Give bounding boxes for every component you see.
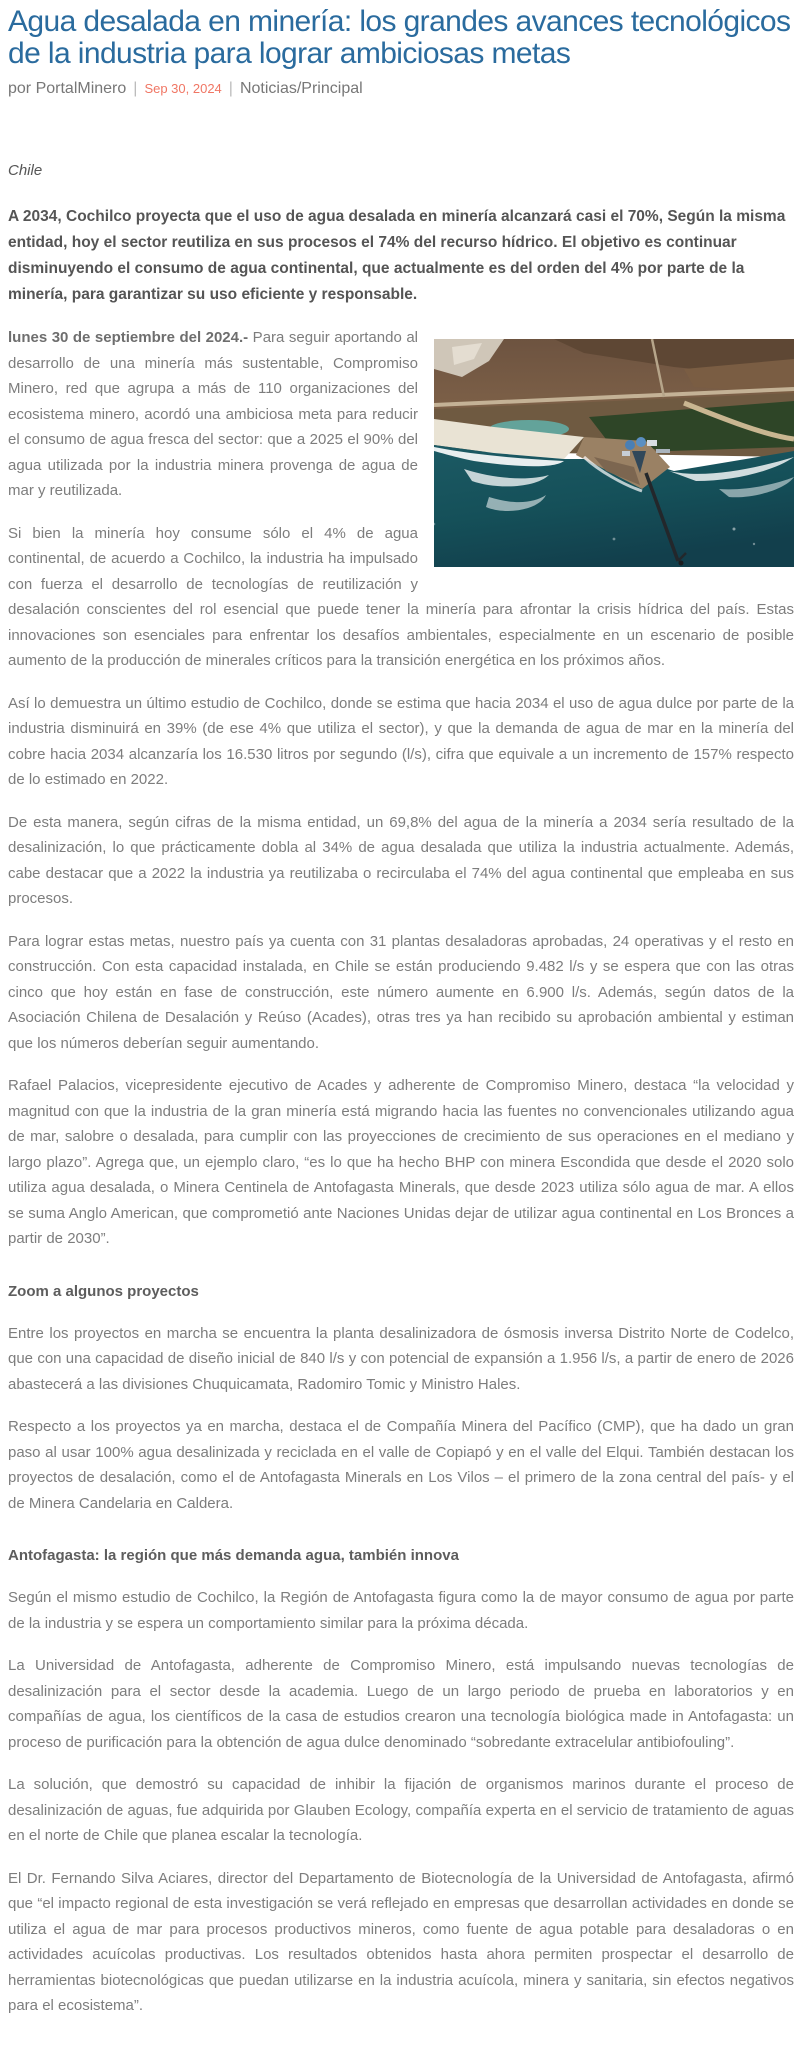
paragraph: Si bien la minería hoy consume sólo el 4% de agua continental, de acuerdo a Cochilco, la industria ha impulsado con fuerza el desarrollo de tecnologías de reutilización y desalación conscientes del rol esencial que puede tener la minería para afrontar la crisis hídrica del país. Estas innovaciones son esenciales para enfrentar los desafíos ambientales, especialmente en un escenario de posible aumento de la producción de minerales críticos para la transición energética en los próximos años. <box>8 524 794 669</box>
byline-date: Sep 30, 2024 <box>144 81 222 96</box>
dateline-bold: lunes 30 de septiembre del 2024.- <box>8 329 249 346</box>
article-location: Chile <box>8 162 43 179</box>
byline-separator: | <box>133 80 138 97</box>
paragraph: La Universidad de Antofagasta, adherente de Compromiso Minero, está impulsando nuevas tecnologías de desalinización para el sector desde la academia. Luego de un largo periodo de prueba en laboratorios y en compañías de agua, los científicos de la casa de estudios crearon una tecnología biológica made in Antofagasta: un proceso de purificación para la obtención de agua dulce denominado “sobredante extracelular antibiofouling”. <box>8 1657 794 1751</box>
paragraph: Según el mismo estudio de Cochilco, la Región de Antofagasta figura como la de mayor consumo de agua por parte de la industria y se espera un comportamiento similar para la próxima década. <box>8 1589 794 1632</box>
paragraph: Así lo demuestra un último estudio de Cochilco, donde se estima que hacia 2034 el uso de agua dulce por parte de la industria disminuirá en 39% (de ese 4% que utiliza el sector), y que la demanda de agua de mar en la minería del cobre hacia 2034 alcanzaría los 16.530 litros por segundo (l/s), cifra que equivale a un incremento de 157% respecto de lo estimado en 2022. <box>8 694 794 788</box>
paragraph: Respecto a los proyectos ya en marcha, destaca el de Compañía Minera del Pacífico (CMP), que ha dado un gran paso al usar 100% agua desalinizada y reciclada en el valle de Copiapó y en el valle del Elqui. También destacan los proyectos de desalación, como el de Antofagasta Minerals en Los Vilos – el primero de la zona central del país- y el de Minera Candelaria en Caldera. <box>8 1418 794 1512</box>
byline-category-link[interactable]: Noticias/Principal <box>239 80 363 97</box>
section-heading-proyectos: Zoom a algunos proyectos <box>8 1282 199 1300</box>
article-body <box>8 325 794 2019</box>
article-image <box>434 339 794 567</box>
paragraph: El Dr. Fernando Silva Aciares, director del Departamento de Biotecnología de la Universidad de Antofagasta, afirmó que “el impacto regional de esta investigación se verá reflejado en empresas que desarrollan actividades en donde se utiliza el agua de mar para procesos productivos mineros, como fuente de agua potable para desaladoras o en actividades acuícolas productivas. Los resultados obtenidos hasta ahora permiten prospectar el desarrollo de herramientas biotecnológicas que puedan utilizarse en la industria acuícola, minera y sanitaria, sin efectos negativos para el ecosistema”. <box>8 1869 794 2014</box>
byline-author-link[interactable]: PortalMinero <box>35 80 127 97</box>
paragraph: De esta manera, según cifras de la misma entidad, un 69,8% del agua de la minería a 2034 sería resultado de la desalinización, lo que prácticamente dobla al 34% de agua desalada que utiliza la industria actualmente. Además, cabe destacar que a 2022 la industria ya reutilizaba o recirculaba el 74% del agua continental que empleaba en sus procesos. <box>8 813 794 907</box>
section-heading-antofagasta: Antofagasta: la región que más demanda agua, también innova <box>8 1547 459 1564</box>
byline-separator: | <box>228 80 233 97</box>
byline-prefix: por <box>8 80 32 97</box>
byline <box>8 80 794 98</box>
paragraph: Para lograr estas metas, nuestro país ya cuenta con 31 plantas desaladoras aprobadas, 24 operativas y el resto en construcción. Con esta capacidad instalada, en Chile se están produciendo 9.482 l/s y se espera que con las otras cinco que hoy están en fase de construcción, este número aumente en 6.900 l/s. Además, según datos de la Asociación Chilena de Desalación y Reúso (Acades), otras tres ya han recibido su aprobación ambiental y estiman que los números deberían seguir aumentando. <box>8 932 794 1052</box>
dateline-text: Para seguir aportando al desarrollo de una minería más sustentable, Compromiso Minero, red que agrupa a más de 110 organizaciones del ecosistema minero, acordó una ambiciosa meta para reducir el consumo de agua fresca del sector: que a 2025 el 90% del agua utilizada por la industria minera provenga de agua de mar y reutilizada. <box>8 329 418 499</box>
paragraph: La solución, que demostró su capacidad de inhibir la fijación de organismos marinos durante el proceso de desalinización de aguas, fue adquirida por Glauben Ecology, compañía experta en el servicio de tratamiento de aguas en el norte de Chile que planea escalar la tecnología. <box>8 1776 794 1844</box>
paragraph: Entre los proyectos en marcha se encuentra la planta desalinizadora de ósmosis inversa Distrito Norte de Codelco, que con una capacidad de diseño inicial de 840 l/s y con potencial de expansión a 1.956 l/s, a partir de enero de 2026 abastecerá a las divisiones Chuquicamata, Radomiro Tomic y Ministro Hales. <box>8 1324 794 1393</box>
aerial-coast-photo <box>434 339 794 567</box>
intro-paragraph: A 2034, Cochilco proyecta que el uso de agua desalada en minería alcanzará casi el 70%, Según la misma entidad, hoy el sector reutiliza en sus procesos el 74% del recurso hídrico. El objetivo es continuar disminuyendo el consumo de agua continental, que actualmente es del orden del 4% por parte de la minería, para garantizar su uso eficiente y responsable. <box>8 208 786 303</box>
article-title: Agua desalada en minería: los grandes avances tecnológicos de la industria para lograr ambiciosas metas <box>8 5 791 70</box>
paragraph: Rafael Palacios, vicepresidente ejecutivo de Acades y adherente de Compromiso Minero, destaca “la velocidad y magnitud con que la industria de la gran minería está migrando hacia las fuentes no convencionales utilizando agua de mar, salobre o desalada, para cumplir con las proyecciones de crecimiento de sus operaciones en el mediano y largo plazo”. Agrega que, un ejemplo claro, “es lo que ha hecho BHP con minera Escondida que desde el 2020 solo utiliza agua desalada, o Minera Centinela de Antofagasta Minerals, que desde 2023 utiliza sólo agua de mar. A ellos se suma Anglo American, que comprometió ante Naciones Unidas dejar de utilizar agua continental en Los Bronces a partir de 2030”. <box>8 1077 794 1247</box>
